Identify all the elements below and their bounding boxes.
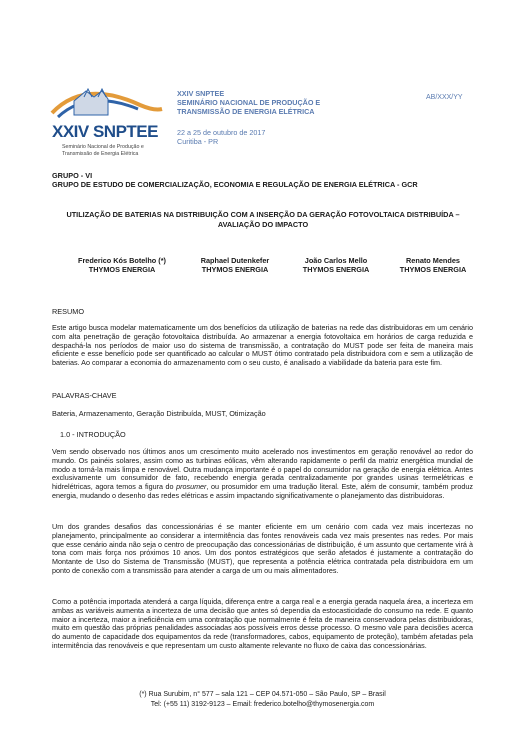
author-2	[188, 257, 282, 274]
intro-p1-text-end: , ou prosumidor em uma tradução literal. Este, além de consumir, também produz energia, mudando o desenho das redes elétricas e assim impactando significativamente o planejamento das distribuidoras.	[52, 482, 473, 500]
keywords-heading: PALAVRAS-CHAVE	[52, 391, 117, 400]
header-seminar-line1: SEMINÁRIO NACIONAL DE PRODUÇÃO E	[177, 98, 321, 107]
author-3	[288, 257, 384, 274]
footer-address: (*) Rua Surubim, n° 577 – sala 121 – CEP 04.571-050 – São Paulo, SP – Brasil	[139, 691, 386, 698]
author-name: João Carlos Mello	[304, 256, 368, 265]
footer-contact: Tel: (+55 11) 3192-9123 – Email: frederico.botelho@thymosenergia.com	[150, 701, 375, 708]
resumo-heading: RESUMO	[52, 307, 85, 316]
intro-heading: 1.0 - INTRODUÇÃO	[60, 430, 126, 439]
author-org: THYMOS ENERGIA	[399, 264, 467, 274]
paper-code: AB/XXX/YY	[426, 94, 463, 101]
group-name: GRUPO DE ESTUDO DE COMERCIALIZAÇÃO, ECONOMIA E REGULAÇÃO DE ENERGIA ELÉTRICA - GCR	[52, 180, 418, 189]
header-location: Curitiba - PR	[177, 137, 219, 146]
author-1	[62, 257, 182, 274]
author-name: Renato Mendes	[406, 256, 460, 265]
logo-event-name: XXIV SNPTEE	[52, 122, 158, 141]
author-org: THYMOS ENERGIA	[88, 264, 156, 274]
intro-p1-emphasis: prosumer	[176, 482, 207, 491]
header-event: XXIV SNPTEE	[177, 89, 225, 98]
keywords-text: Bateria, Armazenamento, Geração Distribuída, MUST, Otimização	[52, 409, 266, 418]
group-number: GRUPO - VI	[52, 171, 93, 180]
author-org: THYMOS ENERGIA	[302, 264, 370, 274]
author-org: THYMOS ENERGIA	[201, 264, 269, 274]
intro-paragraph-2: Um dos grandes desafios das concessionárias é se manter eficiente em um cenário com cada vez mais incertezas no planejamento, principalmente ao considerar a intermitência das fontes renováveis cada vez mais presentes nas redes. Por mais que esse cenário ainda não seja o centro de preocupação das concessionárias de distribuição, é um assunto que certamente virá à tona com mais força nos próximos 10 anos. Um dos pontos estratégicos que serão afetados é justamente a contratação do Montante de Uso do Sistema de Transmissão (MUST), que representa a potência elétrica contratada pela distribuidora em um ponto de conexão com a transmissão para atender a carga de um ou mais alimentadores.	[52, 522, 473, 575]
resumo-text: Este artigo busca modelar matematicamente um dos benefícios da utilização de baterias na rede das distribuidoras em um cenário com alta penetração de geração fotovoltaica distribuída. Ao armazenar a energia fotovoltaica em horários de carga reduzida e despachá-la nos períodos de maior uso do sistema de transmissão, a contratação do MUST pode ser feita de maneira mais eficiente e esse benefício pode ser quantificado ao calcular o MUST ótimo contratado pela distribuidora com e sem a utilização de baterias. Ao comparar a economia do armazenamento com o seu custo, é analisado a viabilidade da bateria para este fim.	[52, 323, 473, 367]
header-seminar-line2: TRANSMISSÃO DE ENERGIA ELÉTRICA	[177, 107, 315, 116]
logo-subtitle: Seminário Nacional de Produção e Transmissão de Energia Elétrica	[62, 144, 144, 157]
intro-paragraph-3: Como a potência importada atenderá a carga líquida, diferença entre a carga real e a energia gerada naquela área, a incerteza em ambas as variáveis aumenta a incerteza de uma decisão que antes só dependia da estocasticidade do consumo na rede. E quanto maior a incerteza, maior a ineficiência em uma contratação que normalmente é feita de maneira conservadora pelas distribuidoras, muito em questão das próprias penalidades associadas aos possíveis erros desse processo. O mesmo vale para decisões acerca do aumento de capacidade dos equipamentos da rede (transformadores, cabos, equipamento de proteção), também afetadas pela intermitência das renováveis e que representam um custo altamente relevante no fluxo de caixa das concessionárias.	[52, 597, 473, 650]
intro-p1-text: Vem sendo observado nos últimos anos um crescimento muito acelerado nos investimentos em geração renovável ao redor do mundo. Os painéis solares, assim como as turbinas eólicas, vêm alterando rapidamente o perfil da matriz energética mundial de modo a torná-la mais limpa e renovável. Outra mudança importante é o papel do consumidor na geração de energia elétrica. Antes exclusivamente um consumidor de fato, recebendo energia gerada centralizadamente por grandes usinas termelétricas e hidrelétricas, agora temos a figura do	[52, 447, 473, 491]
author-4	[386, 257, 480, 274]
author-name: Frederico Kós Botelho (*)	[78, 256, 166, 265]
paper-title: UTILIZAÇÃO DE BATERIAS NA DISTRIBUIÇÃO COM A INSERÇÃO DA GERAÇÃO FOTOVOLTAICA DISTRIBUÍDA – AVALIAÇÃO DO IMPACTO	[66, 210, 460, 229]
intro-paragraph-1	[52, 448, 473, 501]
author-name: Raphael Dutenkefer	[200, 256, 270, 265]
header-dates: 22 a 25 de outubro de 2017	[177, 128, 266, 137]
